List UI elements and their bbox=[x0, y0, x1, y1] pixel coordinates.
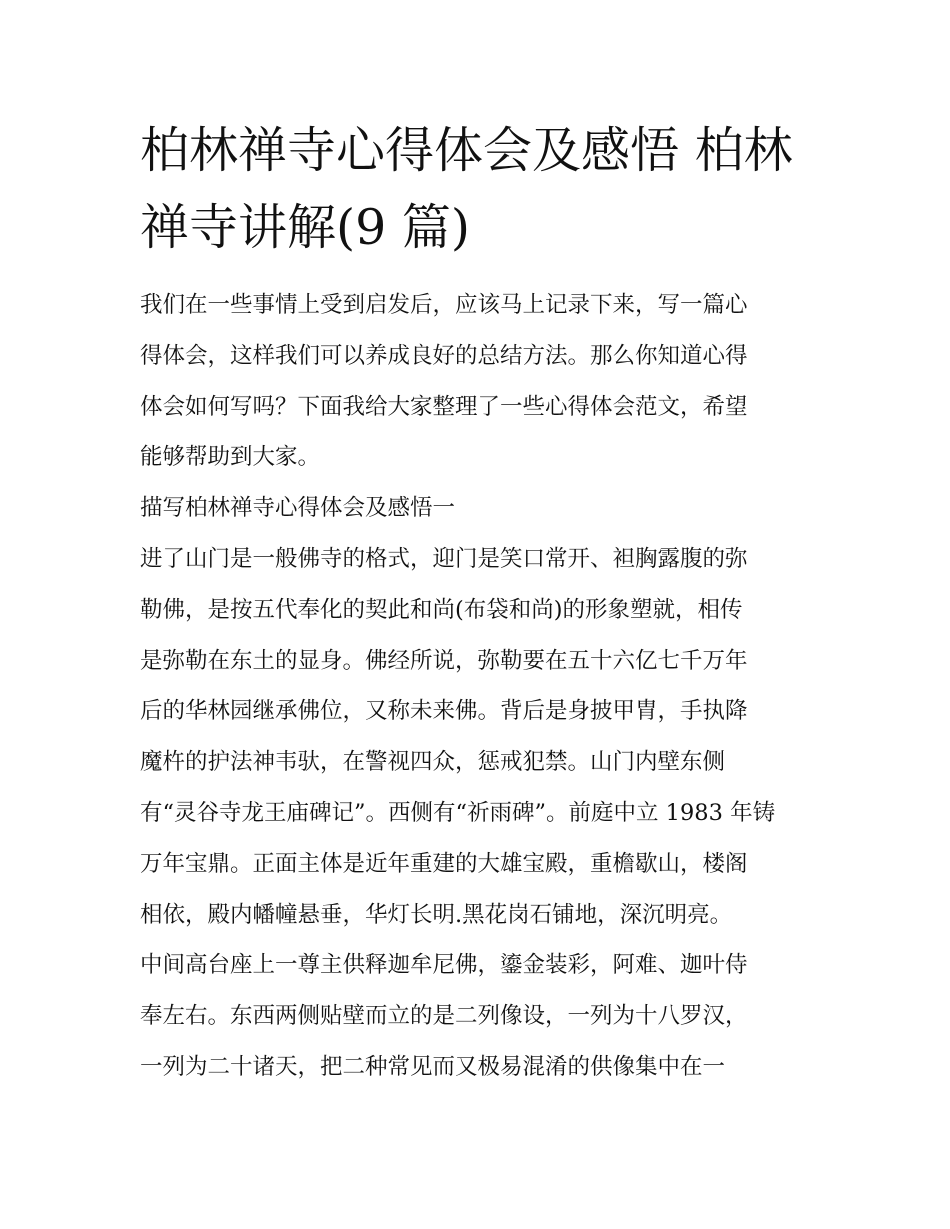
title-line-1: 柏林禅寺心得体会及感悟 柏林 bbox=[140, 122, 793, 179]
section-line: 勒佛，是按五代奉化的契此和尚(布袋和尚)的形象塑就，相传 bbox=[140, 596, 743, 623]
section-line: 是弥勒在东土的显身。佛经所说，弥勒要在五十六亿七千万年 bbox=[140, 647, 748, 674]
section-line: 有“灵谷寺龙王庙碑记”。西侧有“祈雨碑”。前庭中立 1983 年铸 bbox=[140, 799, 776, 826]
intro-paragraph bbox=[140, 280, 820, 483]
section-line: 一列为二十诸天，把二种常见而又极易混淆的供像集中在一 bbox=[140, 1053, 726, 1080]
section-line: 万年宝鼎。正面主体是近年重建的大雄宝殿，重檐歇山，楼阁 bbox=[140, 850, 748, 877]
section-heading: 描写柏林禅寺心得体会及感悟一 bbox=[140, 495, 456, 522]
document-title bbox=[140, 112, 820, 266]
intro-line: 得体会，这样我们可以养成良好的总结方法。那么你知道心得 bbox=[140, 342, 748, 369]
section-line: 后的华林园继承佛位，又称未来佛。背后是身披甲胄，手执降 bbox=[140, 698, 748, 725]
intro-line: 我们在一些事情上受到启发后，应该马上记录下来，写一篇心 bbox=[140, 292, 748, 318]
intro-line: 体会如何写吗？下面我给大家整理了一些心得体会范文，希望 bbox=[140, 393, 748, 420]
section-line: 魔杵的护法神韦驮，在警视四众，惩戒犯禁。山门内壁东侧 bbox=[140, 749, 726, 776]
document-body bbox=[140, 280, 820, 1093]
section-line: 相依，殿内幡幢悬垂，华灯长明.黑花岗石铺地，深沉明亮。 bbox=[140, 901, 733, 928]
section-line: 进了山门是一般佛寺的格式，迎门是笑口常开、袒胸露腹的弥 bbox=[140, 545, 748, 572]
intro-line: 能够帮助到大家。 bbox=[140, 444, 321, 471]
section-paragraph bbox=[140, 534, 820, 1093]
title-line-2: 禅寺讲解(9 篇) bbox=[140, 199, 470, 256]
section-line: 奉左右。东西两侧贴壁而立的是二列像设，一列为十八罗汉， bbox=[140, 1003, 748, 1030]
section-line: 中间高台座上一尊主供释迦牟尼佛，鎏金装彩，阿难、迦叶侍 bbox=[140, 952, 748, 979]
